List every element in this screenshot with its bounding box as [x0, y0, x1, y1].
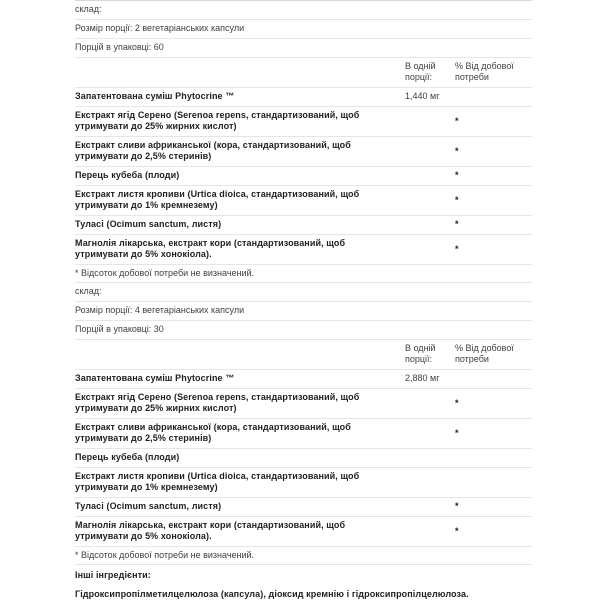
ingredient-name: Екстракт ягід Серено (Serenoa repens, стандартизований, щоб утримувати до 25% жирних кислот): [75, 392, 360, 413]
ingredient-name: Запатентована суміш Phytocrine ™: [75, 373, 235, 383]
column-header-row: [75, 340, 532, 370]
ingredient-name: Запатентована суміш Phytocrine ™: [75, 91, 235, 101]
ingredient-row-pygeum: [75, 419, 532, 449]
ingredient-dv: *: [455, 145, 459, 156]
ingredient-name: Екстракт сливи африканської (кора, стандартизований, щоб утримувати до 2,5% стеринів): [75, 422, 351, 443]
ingredient-row-cubeb: [75, 167, 532, 186]
ingredient-dv: *: [455, 219, 459, 229]
ingredient-name: Екстракт листя кропиви (Urtica dioica, стандартизований, щоб утримувати до 1% кремнезему): [75, 189, 360, 210]
ingredient-row-cubeb: [75, 449, 532, 468]
composition-row: [75, 1, 532, 20]
composition-label: склад:: [75, 286, 102, 296]
footnote-row: [75, 547, 532, 565]
ingredient-row-tulsi: [75, 498, 532, 517]
footnote-row: [75, 265, 532, 283]
amount-column-header: В одній порції:: [405, 61, 436, 82]
servings-count-row: [75, 321, 532, 340]
ingredient-dv: *: [455, 525, 459, 536]
ingredient-dv: *: [455, 427, 459, 438]
ingredient-name: Магнолія лікарська, екстракт кори (стандартизований, щоб утримувати до 5% хонокіола).: [75, 238, 346, 259]
serving-size-row: [75, 20, 532, 39]
name-column-spacer: [75, 343, 405, 365]
servings-count-label: Порцій в упаковці: 60: [75, 42, 164, 52]
serving-size-row: [75, 302, 532, 321]
ingredient-row-magnolia: [75, 235, 532, 265]
ingredient-row-saw-palmetto: [75, 389, 532, 419]
dv-column-header: % Від добової потреби: [455, 343, 514, 364]
ingredient-dv: *: [455, 501, 459, 511]
ingredient-amount: 2,880 мг: [405, 373, 440, 383]
amount-column-header: В одній порції:: [405, 343, 436, 364]
ingredient-row-phytocrine: [75, 88, 532, 107]
composition-row: [75, 283, 532, 302]
ingredient-name: Екстракт листя кропиви (Urtica dioica, стандартизований, щоб утримувати до 1% кремнезему): [75, 471, 360, 492]
ingredient-dv: *: [455, 194, 459, 205]
footnote-text: * Відсоток добової потреби не визначений.: [75, 268, 255, 278]
ingredient-name: Екстракт ягід Серено (Serenoa repens, стандартизований, щоб утримувати до 25% жирних кислот): [75, 110, 360, 131]
ingredient-name: Магнолія лікарська, екстракт кори (стандартизований, щоб утримувати до 5% хонокіола).: [75, 520, 346, 541]
serving-size-label: Розмір порції: 2 вегетаріанських капсули: [75, 23, 245, 33]
other-ingredients-text: Гідроксипропілметилцелюлоза (капсула), діоксид кремнію і гідроксипропілцелюлоза.: [75, 589, 469, 599]
column-header-row: [75, 58, 532, 88]
ingredient-name: Перець кубеба (плоди): [75, 452, 180, 462]
ingredient-dv: *: [455, 115, 459, 126]
ingredient-name: Перець кубеба (плоди): [75, 170, 180, 180]
other-ingredients-label: Інші інгредієнти:: [75, 570, 151, 580]
other-ingredients-block: [75, 565, 532, 600]
ingredient-dv: *: [455, 170, 459, 180]
name-column-spacer: [75, 61, 405, 83]
ingredient-row-nettle: [75, 468, 532, 498]
ingredient-amount: 1,440 мг: [405, 91, 440, 101]
ingredient-dv: *: [455, 243, 459, 254]
servings-count-label: Порцій в упаковці: 30: [75, 324, 164, 334]
ingredient-row-nettle: [75, 186, 532, 216]
ingredient-row-magnolia: [75, 517, 532, 547]
supplement-facts-section-1: [75, 0, 532, 283]
ingredient-row-pygeum: [75, 137, 532, 167]
supplement-facts-section-2: [75, 283, 532, 565]
supplement-facts-panel: [75, 0, 532, 608]
ingredient-name: Туласі (Ocimum sanctum, листя): [75, 501, 222, 511]
ingredient-row-saw-palmetto: [75, 107, 532, 137]
ingredient-name: Туласі (Ocimum sanctum, листя): [75, 219, 222, 229]
ingredient-name: Екстракт сливи африканської (кора, стандартизований, щоб утримувати до 2,5% стеринів): [75, 140, 351, 161]
composition-label: склад:: [75, 4, 102, 14]
ingredient-dv: *: [455, 397, 459, 408]
dv-column-header: % Від добової потреби: [455, 61, 514, 82]
footnote-text: * Відсоток добової потреби не визначений.: [75, 550, 255, 560]
ingredient-row-phytocrine: [75, 370, 532, 389]
servings-count-row: [75, 39, 532, 58]
serving-size-label: Розмір порції: 4 вегетаріанських капсули: [75, 305, 245, 315]
ingredient-row-tulsi: [75, 216, 532, 235]
